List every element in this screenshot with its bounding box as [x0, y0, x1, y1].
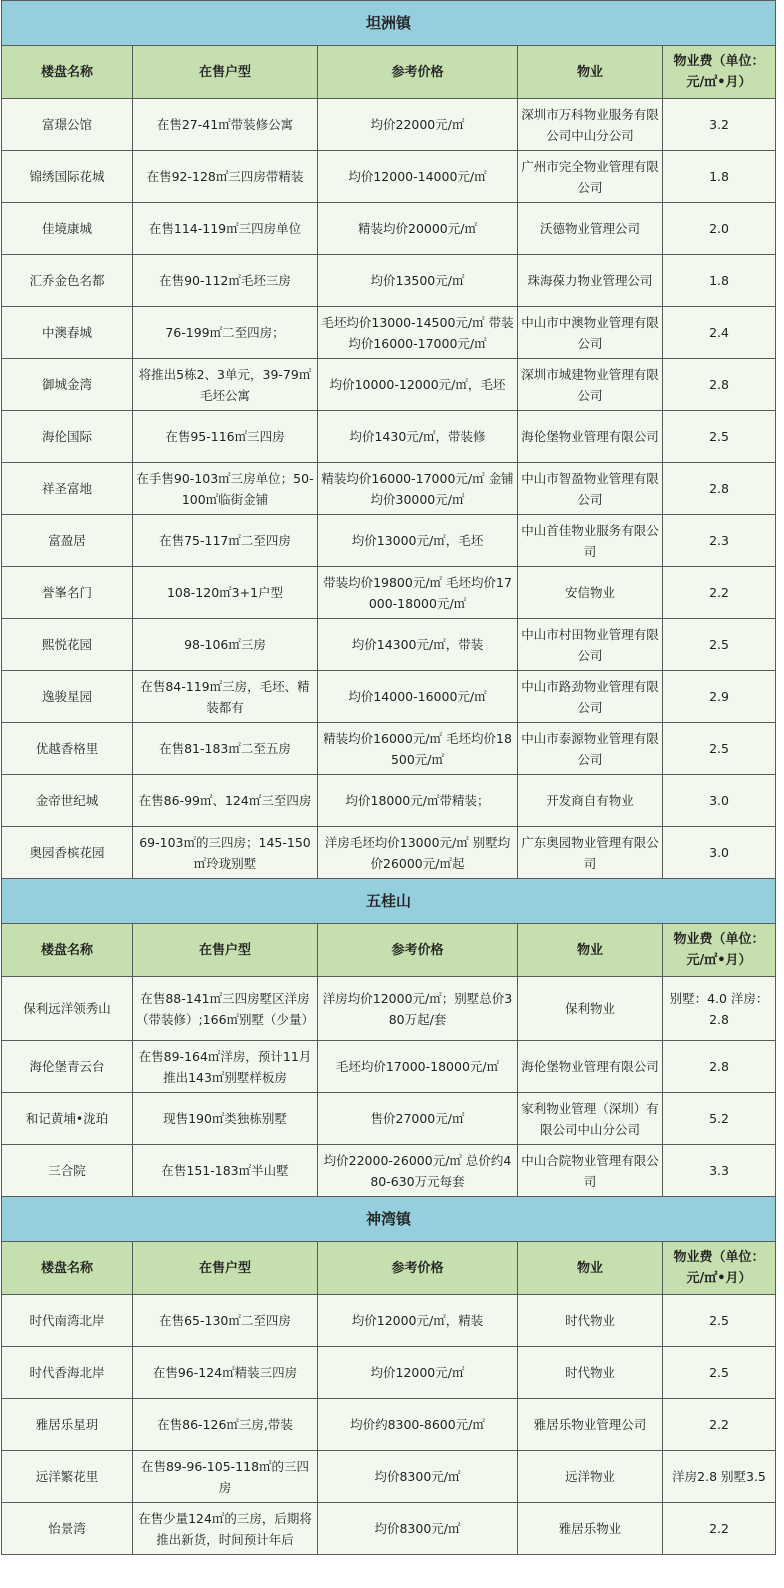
- cell-price: 精装均价20000元/㎡: [318, 203, 518, 255]
- cell-property: 广东奥园物业管理有限公司: [518, 827, 663, 879]
- town-name: 坦洲镇: [2, 1, 776, 46]
- cell-units: 在售151-183㎡半山墅: [133, 1145, 318, 1197]
- cell-price: 均价12000元/㎡，精装: [318, 1295, 518, 1347]
- cell-name: 中澳春城: [2, 307, 133, 359]
- cell-price: 均价1430元/㎡，带装修: [318, 411, 518, 463]
- cell-price: 均价约8300-8600元/㎡: [318, 1399, 518, 1451]
- cell-units: 在售92-128㎡三四房带精装: [133, 151, 318, 203]
- cell-fee: 2.5: [663, 411, 776, 463]
- table-row: [2, 1399, 776, 1451]
- table-body: [2, 1, 776, 1555]
- cell-units: 在售少量124㎡的三房，后期将推出新货，时间预计年后: [133, 1503, 318, 1555]
- cell-units: 76-199㎡二至四房；: [133, 307, 318, 359]
- cell-property: 广州市完全物业管理有限公司: [518, 151, 663, 203]
- cell-name: 奥园香槟花园: [2, 827, 133, 879]
- table-row: [2, 671, 776, 723]
- column-header-property: 物业: [518, 46, 663, 99]
- cell-price: 洋房毛坯均价13000元/㎡ 别墅均价26000元/㎡起: [318, 827, 518, 879]
- cell-fee: 洋房2.8 别墅3.5: [663, 1451, 776, 1503]
- cell-property: 时代物业: [518, 1295, 663, 1347]
- cell-fee: 2.9: [663, 671, 776, 723]
- cell-price: 洋房均价12000元/㎡；别墅总价380万起/套: [318, 977, 518, 1041]
- column-header-name: 楼盘名称: [2, 46, 133, 99]
- cell-price: 毛坯均价13000-14500元/㎡ 带装均价16000-17000元/㎡: [318, 307, 518, 359]
- table-row: [2, 99, 776, 151]
- cell-price: 均价10000-12000元/㎡，毛坯: [318, 359, 518, 411]
- cell-name: 怡景湾: [2, 1503, 133, 1555]
- cell-name: 海伦堡青云台: [2, 1041, 133, 1093]
- column-header-fee: 物业费（单位：元/㎡•月）: [663, 46, 776, 99]
- cell-fee: 2.5: [663, 619, 776, 671]
- cell-property: 中山市泰源物业管理有限公司: [518, 723, 663, 775]
- cell-property: 中山市智盈物业管理有限公司: [518, 463, 663, 515]
- cell-property: 时代物业: [518, 1347, 663, 1399]
- cell-name: 海伦国际: [2, 411, 133, 463]
- cell-fee: 3.0: [663, 827, 776, 879]
- cell-units: 现售190㎡类独栋别墅: [133, 1093, 318, 1145]
- column-header-price: 参考价格: [318, 1242, 518, 1295]
- cell-fee: 别墅：4.0 洋房：2.8: [663, 977, 776, 1041]
- cell-property: 中山首佳物业服务有限公司: [518, 515, 663, 567]
- cell-fee: 2.8: [663, 359, 776, 411]
- cell-property: 珠海葆力物业管理公司: [518, 255, 663, 307]
- table-row: [2, 1503, 776, 1555]
- cell-property: 中山市村田物业管理有限公司: [518, 619, 663, 671]
- cell-price: 均价22000-26000元/㎡ 总价约480-630万元每套: [318, 1145, 518, 1197]
- cell-fee: 2.5: [663, 1347, 776, 1399]
- table-row: [2, 1295, 776, 1347]
- table-row: [2, 567, 776, 619]
- cell-fee: 2.5: [663, 1295, 776, 1347]
- cell-fee: 2.4: [663, 307, 776, 359]
- table-row: [2, 619, 776, 671]
- cell-name: 优越香格里: [2, 723, 133, 775]
- cell-name: 汇乔金色名都: [2, 255, 133, 307]
- cell-name: 时代南湾北岸: [2, 1295, 133, 1347]
- cell-property: 雅居乐物业管理公司: [518, 1399, 663, 1451]
- cell-name: 三合院: [2, 1145, 133, 1197]
- cell-price: 均价12000元/㎡: [318, 1347, 518, 1399]
- cell-units: 在售86-126㎡三房,带装: [133, 1399, 318, 1451]
- table-row: [2, 307, 776, 359]
- column-header-fee: 物业费（单位：元/㎡•月）: [663, 924, 776, 977]
- town-header-row: [2, 1197, 776, 1242]
- cell-units: 在售95-116㎡三四房: [133, 411, 318, 463]
- table-row: [2, 203, 776, 255]
- table-row: [2, 977, 776, 1041]
- column-header-name: 楼盘名称: [2, 1242, 133, 1295]
- cell-fee: 2.8: [663, 463, 776, 515]
- cell-name: 逸骏星园: [2, 671, 133, 723]
- column-header-row: [2, 46, 776, 99]
- property-table: [1, 0, 776, 1555]
- column-header-price: 参考价格: [318, 46, 518, 99]
- cell-fee: 2.2: [663, 1399, 776, 1451]
- cell-price: 均价14000-16000元/㎡: [318, 671, 518, 723]
- cell-fee: 2.2: [663, 567, 776, 619]
- cell-property: 家利物业管理（深圳）有限公司中山分公司: [518, 1093, 663, 1145]
- cell-fee: 1.8: [663, 151, 776, 203]
- cell-name: 祥圣富地: [2, 463, 133, 515]
- cell-units: 在售88-141㎡三四房墅区洋房（带装修）;166㎡别墅（少量）: [133, 977, 318, 1041]
- cell-property: 雅居乐物业: [518, 1503, 663, 1555]
- cell-units: 在售114-119㎡三四房单位: [133, 203, 318, 255]
- town-header-row: [2, 1, 776, 46]
- cell-units: 在售96-124㎡精装三四房: [133, 1347, 318, 1399]
- cell-property: 海伦堡物业管理有限公司: [518, 411, 663, 463]
- table-row: [2, 775, 776, 827]
- cell-units: 69-103㎡的三四房；145-150㎡玲珑别墅: [133, 827, 318, 879]
- cell-fee: 3.0: [663, 775, 776, 827]
- column-header-price: 参考价格: [318, 924, 518, 977]
- cell-fee: 2.3: [663, 515, 776, 567]
- table-row: [2, 359, 776, 411]
- cell-units: 在售84-119㎡三房，毛坯、精装都有: [133, 671, 318, 723]
- cell-fee: 2.2: [663, 1503, 776, 1555]
- table-row: [2, 1145, 776, 1197]
- cell-units: 在手售90-103㎡三房单位；50-100㎡临街金铺: [133, 463, 318, 515]
- cell-property: 深圳市万科物业服务有限公司中山分公司: [518, 99, 663, 151]
- column-header-units: 在售户型: [133, 1242, 318, 1295]
- cell-property: 保利物业: [518, 977, 663, 1041]
- cell-price: 均价13000元/㎡，毛坯: [318, 515, 518, 567]
- town-header-row: [2, 879, 776, 924]
- cell-price: 均价12000-14000元/㎡: [318, 151, 518, 203]
- cell-fee: 5.2: [663, 1093, 776, 1145]
- column-header-fee: 物业费（单位：元/㎡•月）: [663, 1242, 776, 1295]
- cell-name: 富盈居: [2, 515, 133, 567]
- column-header-name: 楼盘名称: [2, 924, 133, 977]
- table-row: [2, 827, 776, 879]
- cell-units: 在售89-96-105-118㎡的三四房: [133, 1451, 318, 1503]
- cell-units: 在售81-183㎡二至五房: [133, 723, 318, 775]
- column-header-property: 物业: [518, 1242, 663, 1295]
- cell-price: 精装均价16000-17000元/㎡ 金铺均价30000元/㎡: [318, 463, 518, 515]
- cell-price: 均价18000元/㎡带精装；: [318, 775, 518, 827]
- column-header-row: [2, 924, 776, 977]
- cell-units: 在售89-164㎡洋房，预计11月推出143㎡别墅样板房: [133, 1041, 318, 1093]
- table-row: [2, 463, 776, 515]
- cell-price: 均价8300元/㎡: [318, 1503, 518, 1555]
- cell-name: 雅居乐星玥: [2, 1399, 133, 1451]
- table-row: [2, 515, 776, 567]
- cell-name: 富璟公馆: [2, 99, 133, 151]
- cell-name: 远洋繁花里: [2, 1451, 133, 1503]
- cell-property: 开发商自有物业: [518, 775, 663, 827]
- cell-property: 海伦堡物业管理有限公司: [518, 1041, 663, 1093]
- cell-price: 毛坯均价17000-18000元/㎡: [318, 1041, 518, 1093]
- column-header-property: 物业: [518, 924, 663, 977]
- cell-property: 中山合院物业管理有限公司: [518, 1145, 663, 1197]
- cell-price: 售价27000元/㎡: [318, 1093, 518, 1145]
- cell-property: 中山市路劲物业管理有限公司: [518, 671, 663, 723]
- cell-name: 锦绣国际花城: [2, 151, 133, 203]
- table-row: [2, 1093, 776, 1145]
- cell-fee: 2.0: [663, 203, 776, 255]
- cell-price: 均价8300元/㎡: [318, 1451, 518, 1503]
- cell-name: 时代香海北岸: [2, 1347, 133, 1399]
- cell-units: 在售86-99㎡、124㎡三至四房: [133, 775, 318, 827]
- cell-name: 金帝世纪城: [2, 775, 133, 827]
- cell-name: 熙悦花园: [2, 619, 133, 671]
- column-header-units: 在售户型: [133, 46, 318, 99]
- cell-property: 中山市中澳物业管理有限公司: [518, 307, 663, 359]
- table-row: [2, 255, 776, 307]
- cell-name: 誉峯名门: [2, 567, 133, 619]
- cell-units: 98-106㎡三房: [133, 619, 318, 671]
- cell-units: 将推出5栋2、3单元，39-79㎡毛坯公寓: [133, 359, 318, 411]
- cell-property: 沃德物业管理公司: [518, 203, 663, 255]
- cell-units: 在售90-112㎡毛坯三房: [133, 255, 318, 307]
- cell-units: 108-120㎡3+1户型: [133, 567, 318, 619]
- table-row: [2, 1041, 776, 1093]
- table-row: [2, 1451, 776, 1503]
- cell-property: 安信物业: [518, 567, 663, 619]
- table-row: [2, 1347, 776, 1399]
- cell-price: 均价22000元/㎡: [318, 99, 518, 151]
- cell-name: 佳境康城: [2, 203, 133, 255]
- cell-fee: 1.8: [663, 255, 776, 307]
- cell-fee: 3.3: [663, 1145, 776, 1197]
- town-name: 五桂山: [2, 879, 776, 924]
- cell-price: 精装均价16000元/㎡ 毛坯均价18500元/㎡: [318, 723, 518, 775]
- cell-price: 带装均价19800元/㎡ 毛坯均价17000-18000元/㎡: [318, 567, 518, 619]
- cell-price: 均价13500元/㎡: [318, 255, 518, 307]
- column-header-row: [2, 1242, 776, 1295]
- cell-fee: 3.2: [663, 99, 776, 151]
- cell-units: 在售27-41㎡带装修公寓: [133, 99, 318, 151]
- column-header-units: 在售户型: [133, 924, 318, 977]
- cell-name: 御城金湾: [2, 359, 133, 411]
- cell-fee: 2.5: [663, 723, 776, 775]
- cell-name: 和记黄埔•泷珀: [2, 1093, 133, 1145]
- cell-price: 均价14300元/㎡，带装: [318, 619, 518, 671]
- cell-units: 在售75-117㎡二至四房: [133, 515, 318, 567]
- cell-fee: 2.8: [663, 1041, 776, 1093]
- cell-units: 在售65-130㎡二至四房: [133, 1295, 318, 1347]
- table-row: [2, 151, 776, 203]
- cell-property: 深圳市城建物业管理有限公司: [518, 359, 663, 411]
- table-row: [2, 723, 776, 775]
- cell-property: 远洋物业: [518, 1451, 663, 1503]
- table-row: [2, 411, 776, 463]
- town-name: 神湾镇: [2, 1197, 776, 1242]
- cell-name: 保利远洋领秀山: [2, 977, 133, 1041]
